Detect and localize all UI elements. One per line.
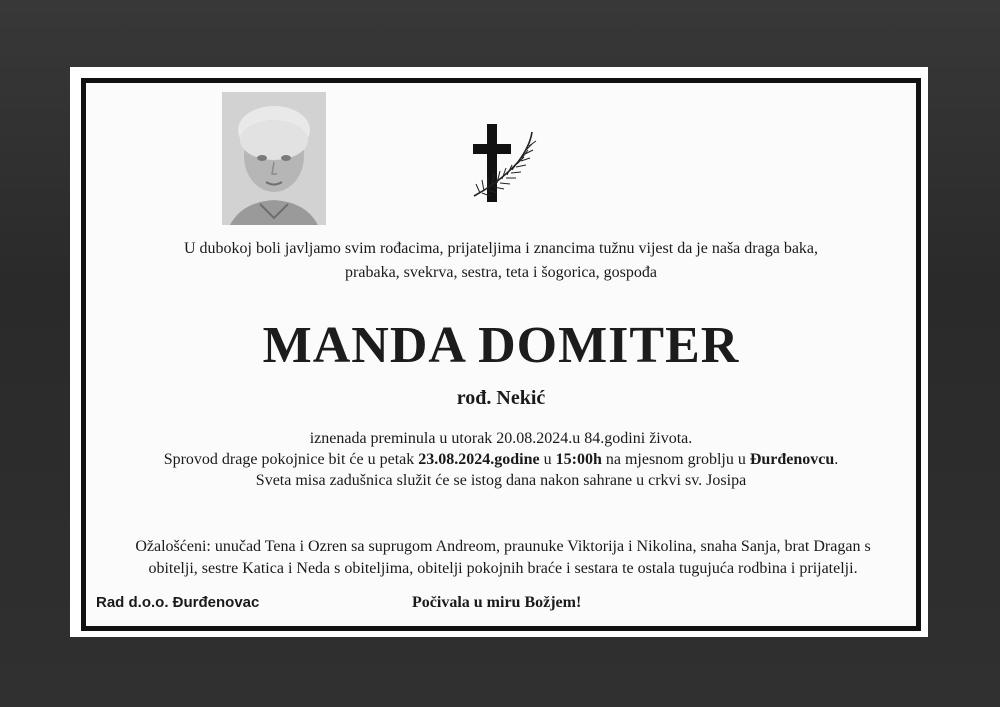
- funeral-prefix: Sprovod drage pokojnice bit će u petak: [163, 451, 419, 468]
- funeral-line: [86, 449, 916, 470]
- funeral-time: 15:00h: [555, 451, 602, 468]
- death-line: iznenada preminula u utorak 20.08.2024.u 84.godini života.: [309, 430, 693, 447]
- cross-with-palm-icon: [470, 122, 540, 204]
- funeral-home-name: Rad d.o.o. Đurđenovac: [96, 594, 260, 611]
- mourners-text: [88, 536, 918, 580]
- intro-text: [86, 237, 916, 285]
- funeral-place-prefix: na mjesnom groblju u: [601, 451, 750, 468]
- portrait-photo: [222, 92, 326, 225]
- funeral-mid: u: [539, 451, 556, 468]
- maiden-name: rođ. Nekić: [456, 387, 546, 409]
- mass-line: Sveta misa zadušnica služit će se istog dana nakon sahrane u crkvi sv. Josipa: [255, 472, 747, 489]
- funeral-place: Đurđenovcu: [749, 451, 835, 468]
- intro-line-1: U dubokoj boli javljamo svim rođacima, prijateljima i znancima tužnu vijest da je naša draga baka,: [183, 240, 819, 257]
- closing-phrase: Počivala u miru Božjem!: [412, 594, 582, 611]
- mourners-line-2: obitelji, sestre Katica i Neda s obiteljima, obitelji pokojnih braće i sestara te ostala tugujuća rodbina i prijatelji.: [148, 560, 858, 577]
- funeral-suffix: .: [834, 451, 839, 468]
- funeral-details: [86, 428, 916, 491]
- mourners-line-1: Ožalošćeni: unučad Tena i Ozren sa suprugom Andreom, praunuke Viktorija i Nikolina, snaha Sanja, brat Dragan s: [135, 538, 871, 555]
- intro-line-2: prabaka, svekrva, sestra, teta i šogorica, gospođa: [345, 264, 657, 281]
- deceased-name: MANDA DOMITER: [262, 317, 740, 374]
- funeral-date: 23.08.2024.godine: [418, 451, 540, 468]
